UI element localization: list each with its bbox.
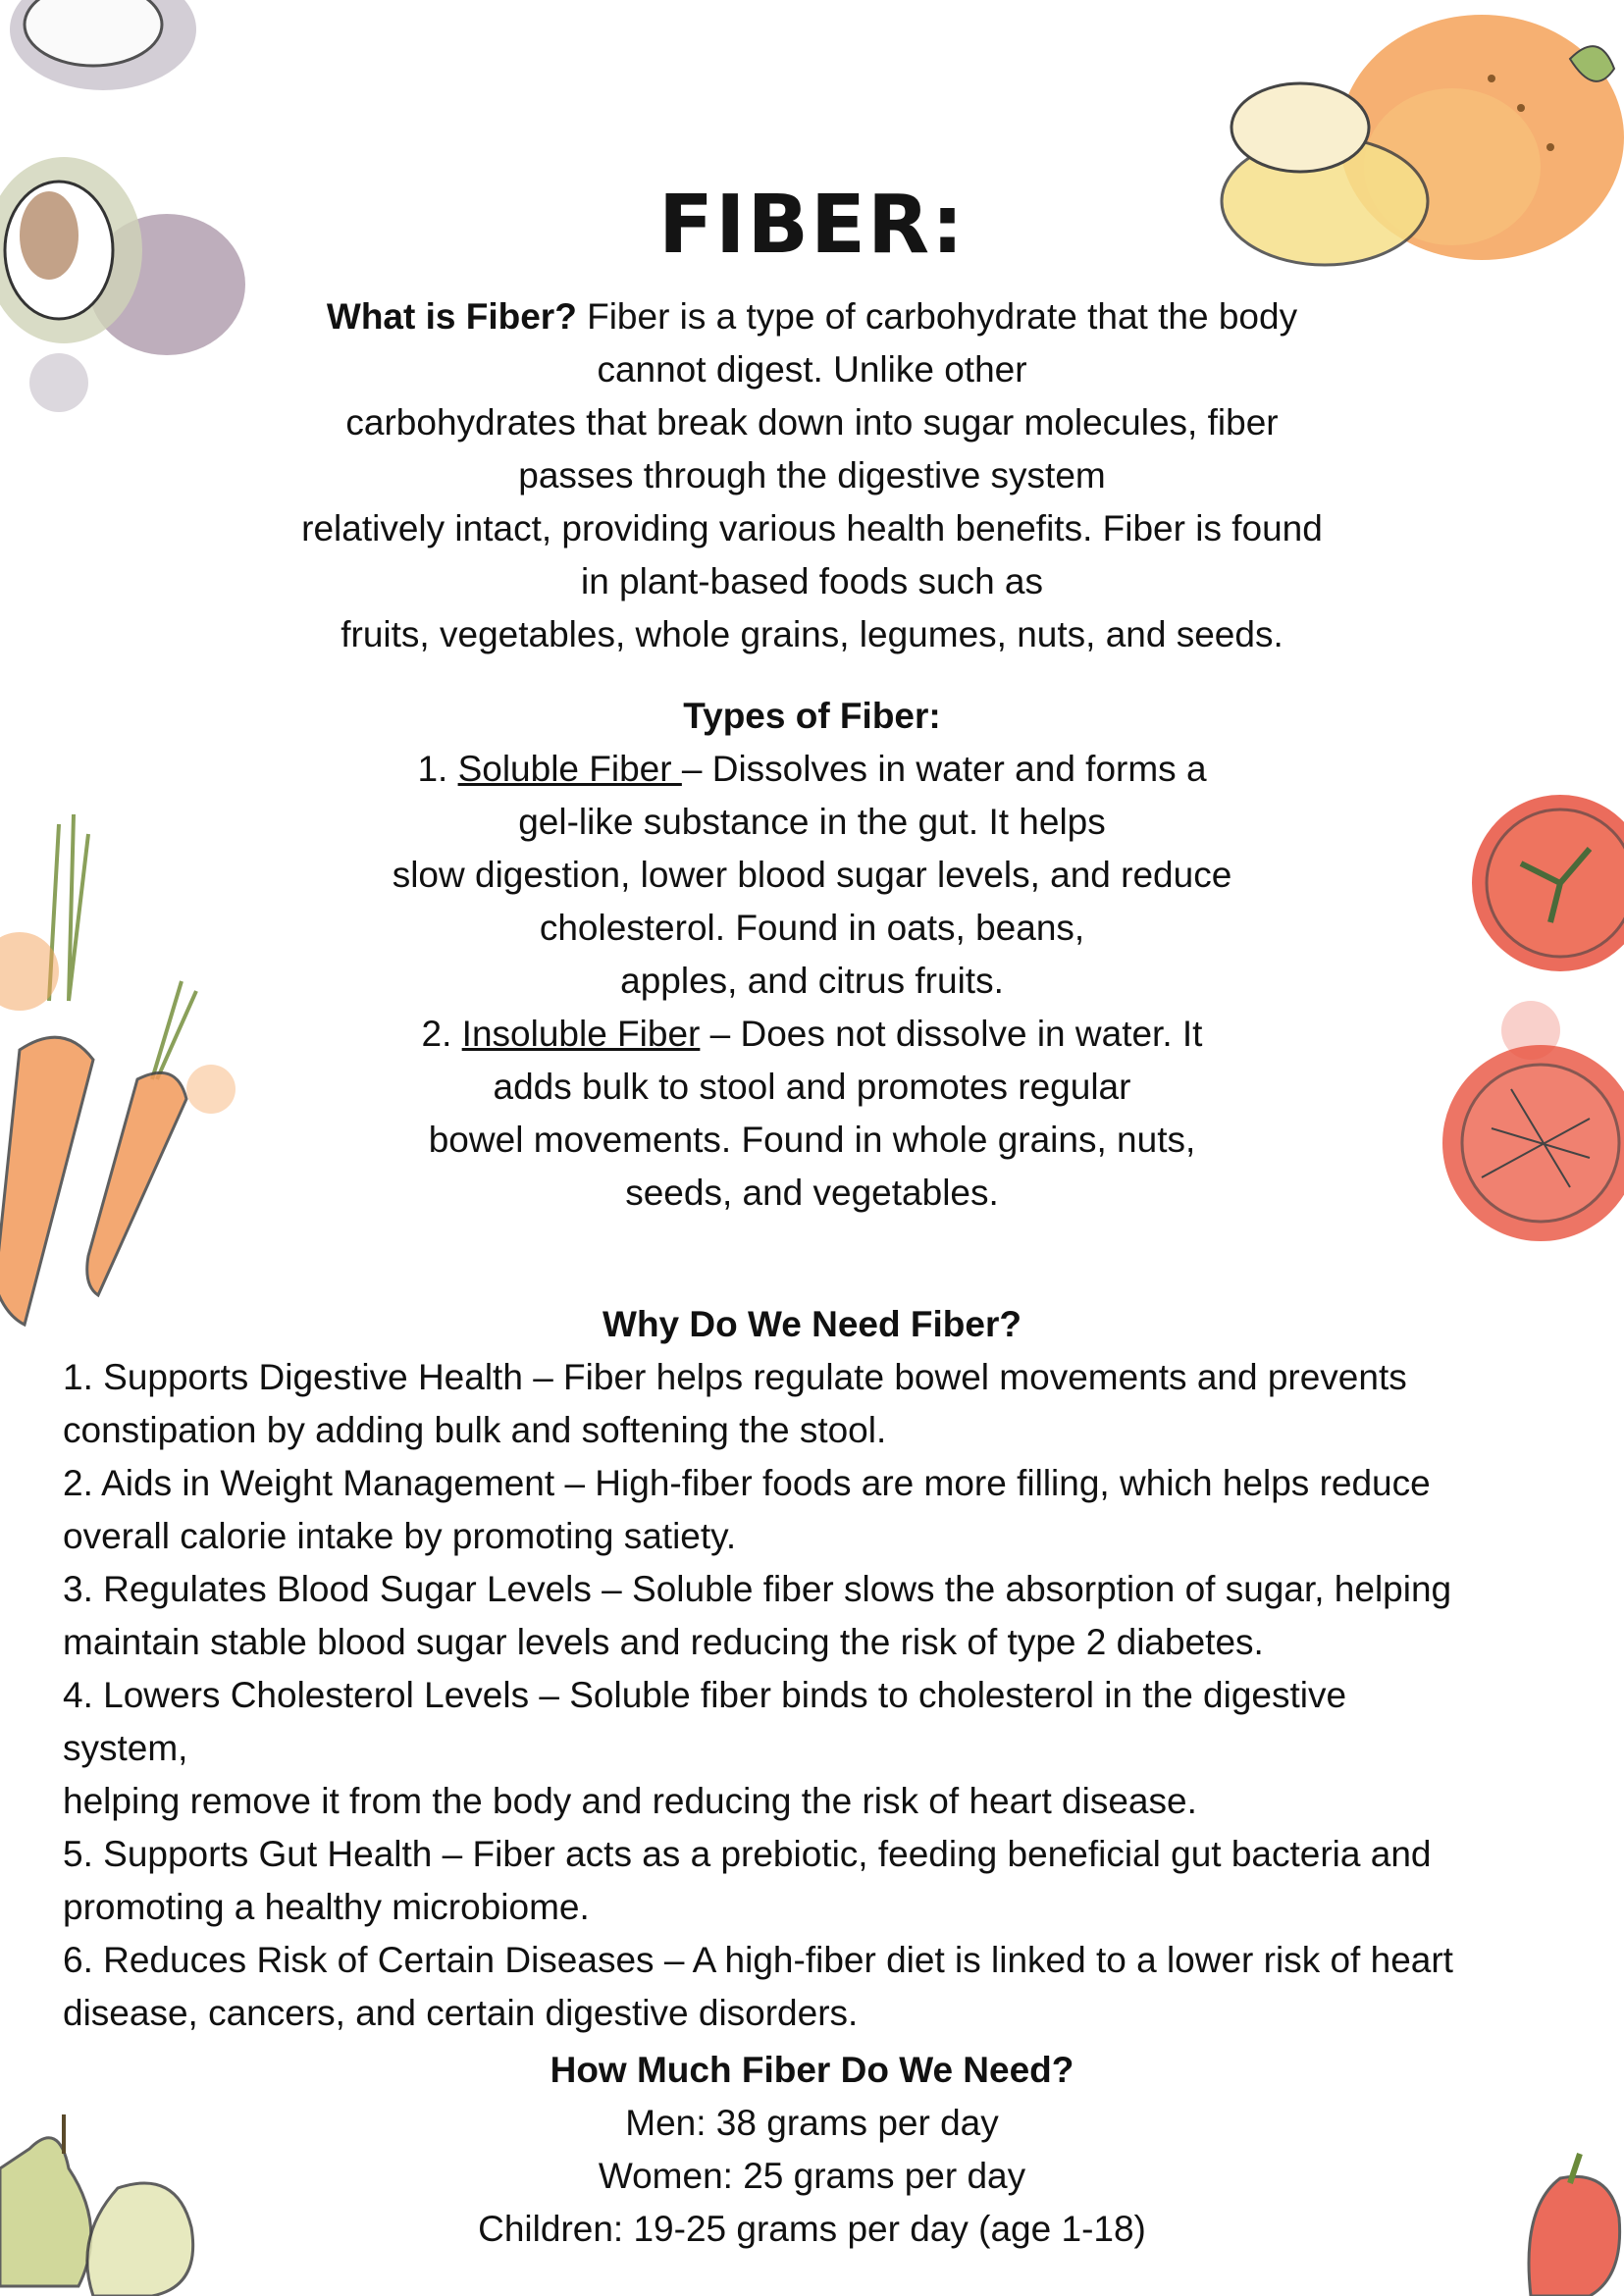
- why-line: constipation by adding bulk and softening the stool.: [63, 1410, 887, 1450]
- why-line: 1. Supports Digestive Health – Fiber helps regulate bowel movements and prevents: [63, 1357, 1407, 1397]
- what-line: Fiber is a type of carbohydrate that the body: [576, 296, 1298, 337]
- what-line: in plant-based foods such as: [580, 561, 1044, 601]
- why-line: 6. Reduces Risk of Certain Diseases – A high-fiber diet is linked to a lower risk of heart: [63, 1940, 1453, 1980]
- soluble-prefix: 1.: [417, 749, 458, 789]
- recommendation-women: Women: 25 grams per day: [598, 2156, 1026, 2196]
- soluble-line: gel-like substance in the gut. It helps: [518, 802, 1106, 842]
- what-line: cannot digest. Unlike other: [597, 349, 1027, 390]
- how-much-fiber-section: [216, 2044, 1408, 2256]
- soluble-line: apples, and citrus fruits.: [620, 961, 1004, 1001]
- why-line: helping remove it from the body and reducing the risk of heart disease.: [63, 1781, 1197, 1821]
- soluble-line: slow digestion, lower blood sugar levels, and reduce: [392, 855, 1232, 895]
- why-line: maintain stable blood sugar levels and reducing the risk of type 2 diabetes.: [63, 1622, 1264, 1662]
- why-line: promoting a healthy microbiome.: [63, 1887, 590, 1927]
- recommendation-men: Men: 38 grams per day: [625, 2103, 999, 2143]
- why-line: 5. Supports Gut Health – Fiber acts as a prebiotic, feeding beneficial gut bacteria and: [63, 1834, 1432, 1874]
- carrot-illustration-left: [0, 785, 245, 1334]
- what-line: relatively intact, providing various health benefits. Fiber is found: [301, 508, 1323, 548]
- types-heading: Types of Fiber:: [683, 696, 941, 736]
- soluble-line: – Dissolves in water and forms a: [681, 749, 1207, 789]
- insoluble-line: adds bulk to stool and promotes regular: [493, 1067, 1131, 1107]
- insoluble-line: – Does not dissolve in water. It: [700, 1014, 1203, 1054]
- recommendation-children: Children: 19-25 grams per day (age 1-18): [478, 2209, 1146, 2249]
- insoluble-line: bowel movements. Found in whole grains, nuts,: [428, 1120, 1196, 1160]
- why-line: 4. Lowers Cholesterol Levels – Soluble fiber binds to cholesterol in the digestive: [63, 1675, 1347, 1715]
- pepper-illustration-bottom-right: [1501, 2149, 1624, 2296]
- insoluble-prefix: 2.: [421, 1014, 462, 1054]
- how-much-heading: How Much Fiber Do We Need?: [550, 2050, 1074, 2090]
- tomato-illustration-right: [1374, 775, 1624, 1246]
- why-line: disease, cancers, and certain digestive disorders.: [63, 1993, 859, 2033]
- pear-illustration-bottom-left: [0, 2110, 206, 2296]
- what-line: fruits, vegetables, whole grains, legumes, nuts, and seeds.: [341, 614, 1283, 654]
- why-line: 3. Regulates Blood Sugar Levels – Soluble fiber slows the absorption of sugar, helping: [63, 1569, 1452, 1609]
- what-is-fiber-label: What is Fiber?: [326, 296, 577, 337]
- why-line: overall calorie intake by promoting satiety.: [63, 1516, 737, 1556]
- why-fiber-section: [63, 1298, 1594, 2040]
- what-line: passes through the digestive system: [518, 455, 1106, 496]
- insoluble-fiber-term: Insoluble Fiber: [461, 1014, 701, 1054]
- soluble-fiber-term: Soluble Fiber: [457, 749, 682, 789]
- soluble-line: cholesterol. Found in oats, beans,: [539, 908, 1085, 948]
- what-is-fiber-section: [216, 290, 1408, 661]
- why-line: 2. Aids in Weight Management – High-fiber foods are more filling, which helps reduce: [63, 1463, 1431, 1503]
- insoluble-line: seeds, and vegetables.: [625, 1173, 999, 1213]
- what-line: carbohydrates that break down into sugar molecules, fiber: [345, 402, 1279, 443]
- why-line: system,: [63, 1728, 188, 1768]
- why-heading: Why Do We Need Fiber?: [602, 1304, 1022, 1344]
- page-title: FIBER:: [658, 179, 966, 272]
- types-of-fiber-section: [216, 690, 1408, 1220]
